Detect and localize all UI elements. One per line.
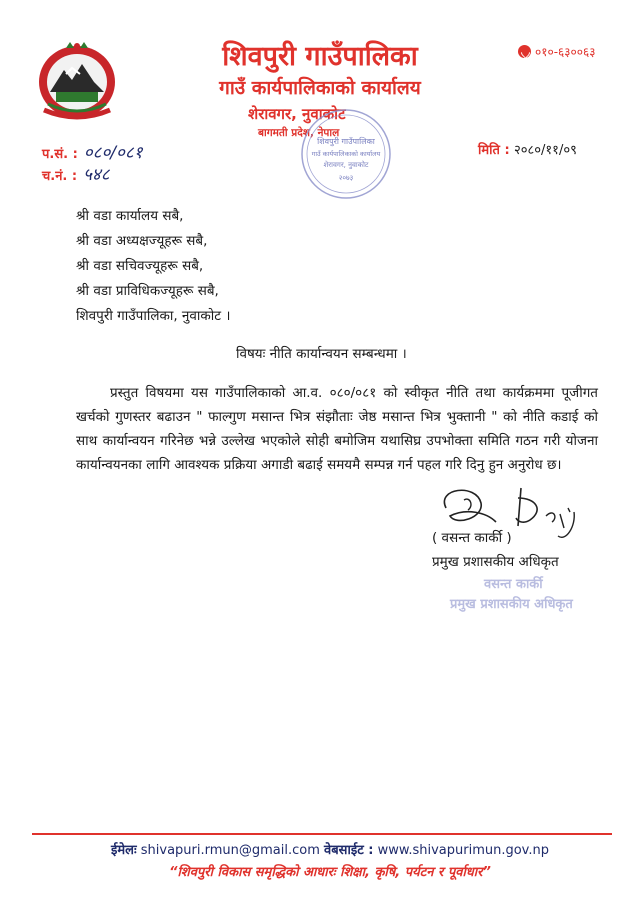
office-name: गाउँ कार्यपालिकाको कार्यालय	[219, 77, 421, 99]
cn-value: ५४८	[83, 165, 110, 185]
stamp-line1: शिवपुरी गाउँपालिका	[317, 137, 375, 146]
footer-divider	[32, 833, 612, 835]
office-stamp	[296, 104, 396, 204]
name-stamp: वसन्त कार्की	[484, 577, 543, 592]
address-line2: बागमती प्रदेश, नेपाल	[258, 127, 340, 139]
cn-label: च.नं. :	[42, 169, 78, 184]
website-label: वेबसाईट :	[324, 843, 374, 858]
addressee-2: श्री वडा अध्यक्षज्यूहरू सबै,	[76, 233, 208, 249]
date-label: मिति :	[478, 143, 510, 158]
letter-body	[76, 381, 598, 477]
signer-title: प्रमुख प्रशासकीय अधिकृत	[432, 554, 559, 570]
date-value: २०८०/११/०९	[514, 143, 577, 158]
letter-body-text: प्रस्तुत विषयमा यस गाउँपालिकाको आ.व. ०८०/०८१ को स्वीकृत नीति तथा कार्यक्रममा पूजीगत खर्चको गुणस्तर बढाउन " फाल्गुण मसान्त भित्र संझौताः जेष्ठ मसान्त भित्र भुक्तानी " को नीति कडाई को साथ कार्यान्वयन गरिनेछ भन्ने उल्लेख भएकोले सोही बमोजिम यथासिघ्र उपभोक्ता समिति गठन गरी योजना कार्यान्वयनका लागि आवश्यक प्रक्रिया अगाडी बढाई समयमै सम्पन्न गर्न पहल गरि दिनु हुन अनुरोध छ।	[76, 385, 598, 473]
subject: विषयः नीति कार्यान्वयन सम्बन्धमा ।	[236, 346, 407, 362]
phone-icon	[518, 45, 531, 58]
footer-motto: “शिवपुरी विकास समृद्धिको आधारः शिक्षा, कृषि, पर्यटन र पूर्वाधार”	[169, 865, 491, 880]
addressee-1: श्री वडा कार्यालय सबै,	[76, 208, 184, 224]
addressee-4: श्री वडा प्राविधिकज्यूहरू सबै,	[76, 283, 219, 299]
website-link[interactable]: www.shivapurimun.gov.np	[377, 843, 549, 858]
addressee-3: श्री वडा सचिवज्यूहरू सबै,	[76, 258, 204, 274]
addressee-5: शिवपुरी गाउँपालिका, नुवाकोट ।	[76, 308, 231, 324]
phone-number: ०१०-६३००६३	[535, 45, 596, 59]
phone	[518, 43, 596, 60]
nepal-emblem-logo	[36, 40, 118, 122]
ps-row	[42, 140, 143, 163]
stamp-line2: गाउँ कार्यपालिकाको कार्यालय	[311, 150, 381, 158]
ps-value: ०८०/०८१	[83, 143, 143, 163]
cn-row	[42, 162, 110, 185]
email-label: ईमेलः	[111, 843, 137, 858]
address-line1: शेरावगर, नुवाकोट	[248, 105, 346, 123]
title-stamp: प्रमुख प्रशासकीय अधिकृत	[450, 597, 573, 612]
stamp-line3: शेरावगर, नुवाकोट	[323, 161, 369, 169]
signer-name: ( वसन्त कार्की )	[432, 530, 512, 546]
footer-contact	[60, 840, 600, 858]
ps-label: प.सं. :	[42, 147, 78, 162]
org-name: शिवपुरी गाउँपालिका	[222, 41, 418, 72]
stamp-year: २०७३	[338, 174, 354, 182]
email-link[interactable]: shivapuri.rmun@gmail.com	[140, 843, 320, 858]
